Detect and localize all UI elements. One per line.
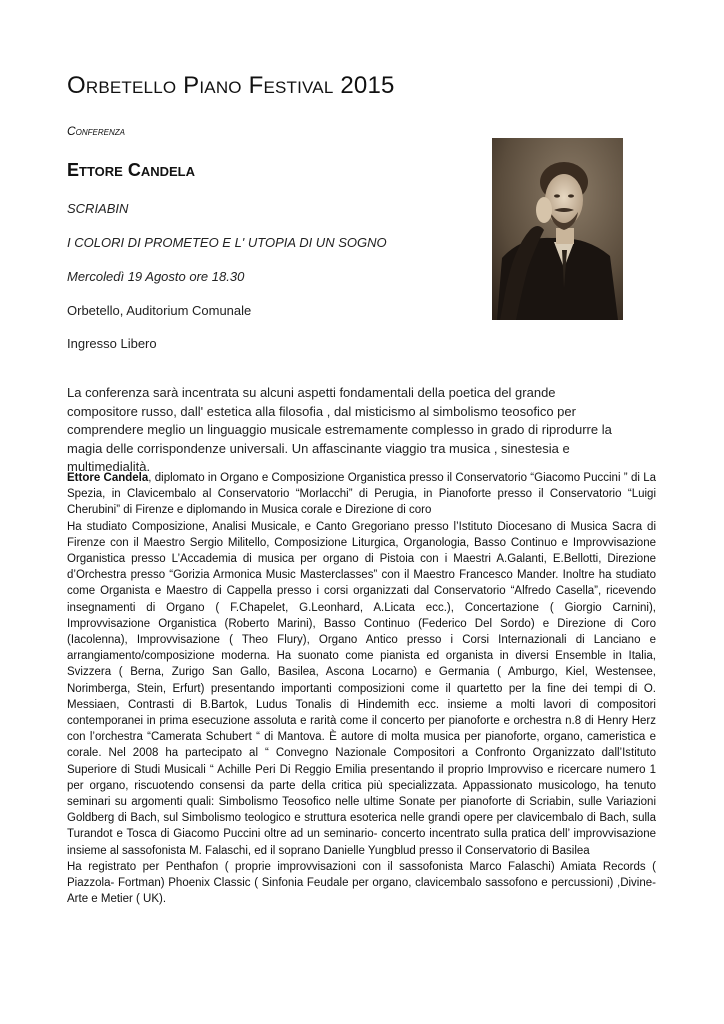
abstract-paragraph: La conferenza sarà incentrata su alcuni aspetti fondamentali della poetica del grande compositore russo, dall' estetica alla filosofia , dal misticismo al simbolismo teosofico per comprendere meglio un linguaggio musicale estremamente complesso in grado di riprodurre la magia delle corrispondenze universali. Un affascinante viaggio tra musica , sinestesia e multimedialità. bbox=[67, 385, 612, 474]
event-admission: Ingresso Libero bbox=[67, 336, 157, 351]
document-title: Orbetello Piano Festival 2015 bbox=[67, 72, 395, 99]
bio-paragraph-2: Ha studiato Composizione, Analisi Musicale, e Canto Gregoriano presso l’Istituto Diocesano di Musica Sacra di Firenze con il Maestro Sergio Militello, Composizione Liturgica, Organologia, Basso Continuo e Improvvisazione Organistica presso L’Accademia di musica per organo di Pistoia con i Maestri A.Galanti, E.Bellotti, Direzione d’Orchestra presso “Gorizia Armonica Music Masterclasses” con il Maestro Francesco Mander. Inoltre ha studiato come Organista e Maestro di Cappella presso i corsi organizzati dal Conservatorio “Alfredo Casella”, ricevendo insegnamenti di Organo ( F.Chapelet, G.Leonhard, A.Licata ecc.), Concertazione ( Giorgio Carnini), Improvvisazione Organistica (Roberto Marini), Basso Continuo (Federico Del Sordo) e Direzione di Coro (Iacolenna), Improvvisazione ( Theo Flury), Organo Antico presso i Corsi Internazionali di Lanciano e arrangiamento/composizione moderna. Ha suonato come pianista ed organista in diversi Ensemble in Italia, Svizzera ( Berna, Zurigo San Gallo, Basilea, Ascona Locarno) e Germania ( Amburgo, Kiel, Westensee, Norimberga, Stein, Erfurt) presentando importanti composizioni come il quartetto per la fine dei tempi di O. Messiaen, Contrasti di B.Bartok, Ludus Tonalis di Hindemith ecc. insieme a molti lavori di compositori contemporanei in prima esecuzione assoluta e rarità come il concerto per pianoforte e orchestra n.8 di Henry Herz con l’orchestra “Camerata Schubert “ di Mantova. È autore di molta musica per pianoforte, organo, cameristica e corale. Nel 2008 ha partecipato al “ Convegno Nazionale Compositori a Confronto Organizzato dall’Istituto Superiore di Studi Musicali “ Achille Peri Di Reggio Emilia presentando il proprio Improvviso e ricercare numero 1 per organo, riscuotendo consensi da parte della critica più specializzata. Appassionato musicologo, ha tenuto seminari su argomenti quali: Simbolismo Teosofico nelle ultime Sonate per pianoforte di Scriabin, sulle Variazioni Goldberg di Bach, sul Simbolismo teologico e struttura esoterica nelle grandi opere per clavicembalo di Bach, sulla Turandot e Tosca di Giacomo Puccini oltre ad un seminario- concerto incentrato sulla pratica dell’ improvvisazione insieme al sassofonista M. Falaschi, ed il soprano Danielle Yungblud presso il Conservatorio di Basilea bbox=[67, 520, 656, 857]
portrait-photo bbox=[492, 138, 623, 320]
bio-paragraph-3: Ha registrato per Penthafon ( proprie improvvisazioni con il sassofonista Marco Falaschi) Amiata Records ( Piazzola- Fortman) Phoenix Classic ( Sinfonia Feudale per organo, clavicembalo sassofono e percussioni) ,Divine-Arte e Metier ( UK). bbox=[67, 860, 656, 906]
speaker-name: Ettore Candela bbox=[67, 160, 195, 180]
bio-name: Ettore Candela bbox=[67, 472, 149, 484]
event-venue: Orbetello, Auditorium Comunale bbox=[67, 303, 252, 318]
biography bbox=[67, 470, 656, 907]
event-subtitle: I COLORI DI PROMETEO E L' UTOPIA DI UN SOGNO bbox=[67, 235, 387, 250]
bio-paragraph-1 bbox=[67, 470, 656, 519]
event-date: Mercoledì 19 Agosto ore 18.30 bbox=[67, 269, 245, 284]
event-type-label: Conferenza bbox=[67, 124, 126, 138]
event-subject: SCRIABIN bbox=[67, 201, 129, 216]
bio-paragraph-1-text: , diplomato in Organo e Composizione Organistica presso il Conservatorio “Giacomo Puccini ” di La Spezia, in Clavicembalo al Conservatorio “Morlacchi” di Perugia, in Pianoforte presso il Conservatorio “Luigi Cherubini” di Firenze e diplomando in Musica corale e Direzione di coro bbox=[67, 472, 656, 517]
